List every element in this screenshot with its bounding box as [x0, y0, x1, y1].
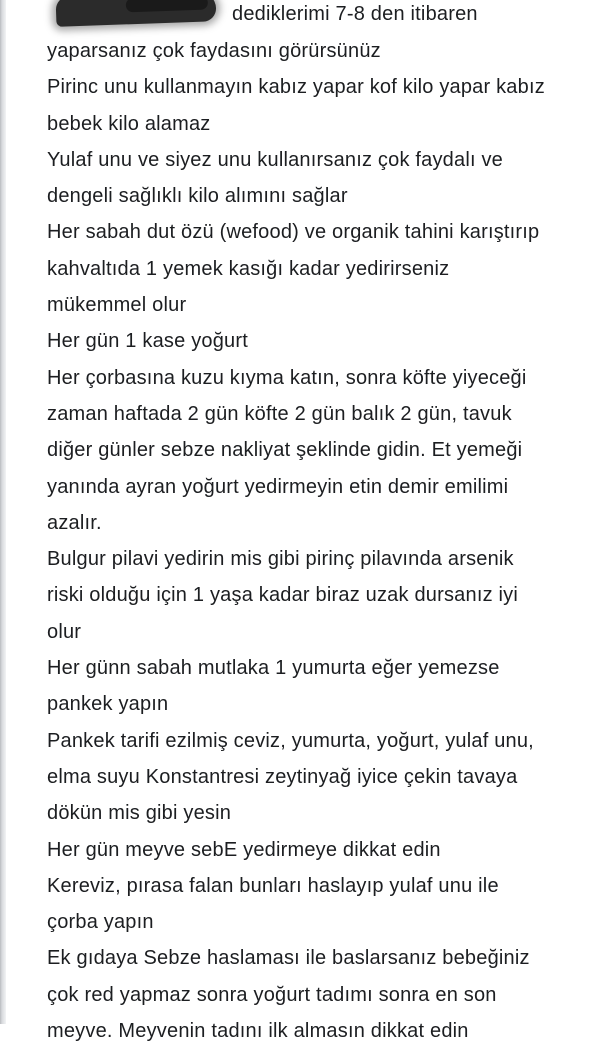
post-line: elma suyu Konstantresi zeytinyağ iyice çekin tavaya	[47, 765, 518, 788]
post-line: Her gün meyve sebE yedirmeye dikkat edin	[47, 838, 441, 861]
post-line: Her gün 1 kase yoğurt	[47, 330, 248, 353]
redacted-author-avatar	[56, 0, 217, 27]
post-line: Pirinc unu kullanmayın kabız yapar kof kilo yapar kabız	[47, 76, 545, 99]
post-line: azalır.	[47, 511, 102, 534]
post-line: bebek kilo alamaz	[47, 112, 211, 135]
post-line: riski olduğu için 1 yaşa kadar biraz uzak dursanız iyi	[47, 584, 519, 607]
post-line: dengeli sağlıklı kilo alımını sağlar	[47, 185, 348, 208]
post-line: yaparsanız çok faydasını görürsünüz	[47, 40, 381, 62]
post-line: mükemmel olur	[47, 294, 187, 317]
post-line: Her çorbasına kuzu kıyma katın, sonra köfte yiyeceği	[47, 366, 527, 389]
post-line: Ek gıdaya Sebze haslaması ile baslarsanız bebeğiniz	[47, 947, 530, 970]
post-line: olur	[47, 620, 82, 643]
post-line: meyve. Meyvenin tadını ilk almasın dikkat edin	[47, 1020, 469, 1043]
post-line: diğer günler sebze nakliyat şeklinde gidin. Et yemeği	[47, 439, 523, 462]
left-border	[0, 0, 6, 1024]
post-line: dökün mis gibi yesin	[47, 802, 232, 825]
post-line: pankek yapın	[47, 693, 169, 716]
post-line: çok red yapmaz sonra yoğurt tadımı sonra en son	[47, 983, 497, 1006]
post-line: Kereviz, pırasa falan bunları haslayıp yulaf unu ile	[47, 874, 499, 897]
post-line: zaman haftada 2 gün köfte 2 gün balık 2 gün, tavuk	[47, 402, 512, 425]
post-line: Yulaf unu ve siyez unu kullanırsanız çok faydalı ve	[47, 148, 504, 171]
post-line: Her günn sabah mutlaka 1 yumurta eğer yemezse	[47, 657, 500, 680]
post-line: yanında ayran yoğurt yedirmeyin etin demir emilimi	[47, 475, 509, 498]
post-line: kahvaltıda 1 yemek kasığı kadar yedirirseniz	[47, 257, 450, 280]
post-line: çorba yapın	[47, 911, 154, 934]
post-line: Her sabah dut özü (wefood) ve organik tahini karıştırıp	[47, 221, 540, 244]
post-body	[47, 33, 607, 1049]
post-line: Bulgur pilavi yedirin mis gibi pirinç pilavında arsenik	[47, 548, 514, 571]
post-line: Pankek tarifi ezilmiş ceviz, yumurta, yoğurt, yulaf unu,	[47, 729, 534, 752]
post-first-line: dediklerimi 7-8 den itibaren	[232, 3, 478, 25]
